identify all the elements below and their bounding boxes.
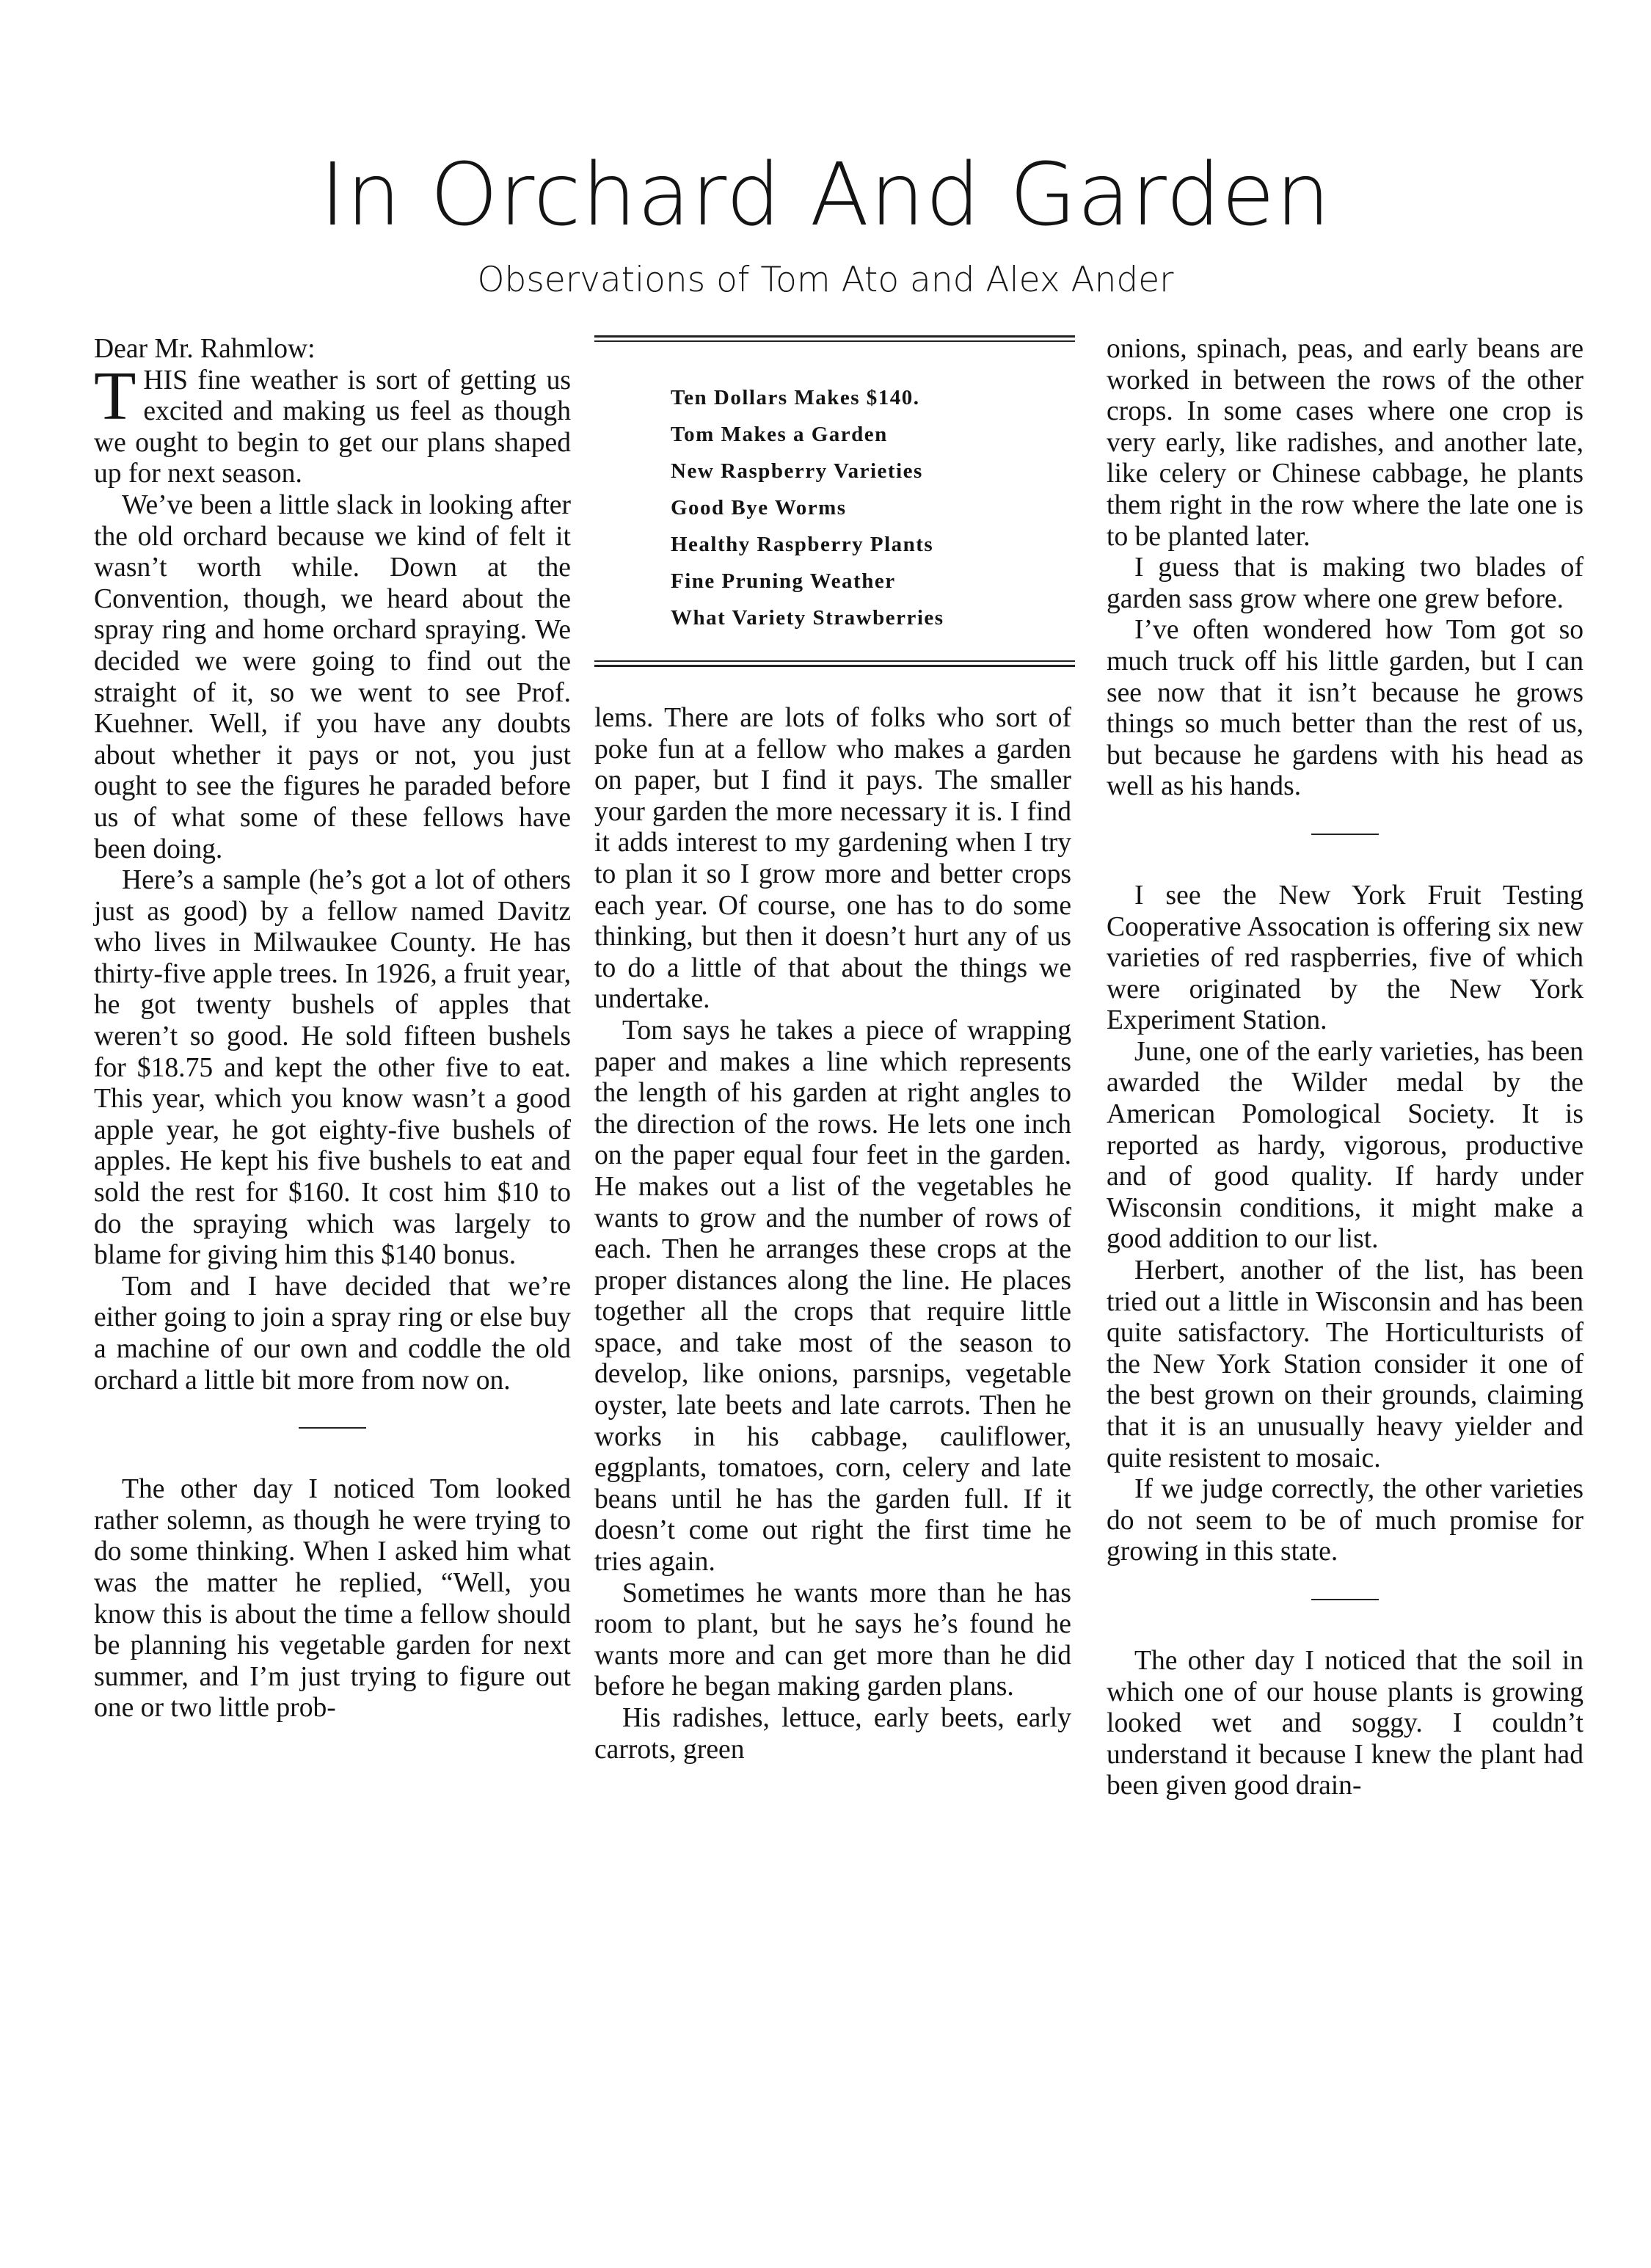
page-title: In Orchard And Garden [319,144,1332,245]
paragraph: Here’s a sample (he’s got a lot of others just as good) by a fellow named Davitz who lives in Milwaukee County. He has thirty-five apple trees. In 1926, a fruit year, he got twenty bushels of apples that weren’t so good. He sold fifteen bushels for $18.75 and kept the other five to eat. This year, which you know wasn’t a good apple year, he got eighty-five bushels of apples. He kept his five bushels to eat and sold the rest for $160. It cost him $10 to do the spraying which was largely to blame for giving him this $140 bonus. [94,865,571,1271]
paragraph: Tom says he takes a piece of wrapping paper and makes a line which represents the length of his garden at right angles to the direction of the rows. He lets one inch on the paper equal four feet in the garden. He makes out a list of the vegetables he wants to grow and the number of rows of each. Then he arranges these crops at the proper distances along the line. He places together all the crops that require little space, and take most of the season to develop, like onions, parsnips, vegetable oyster, late beets and late carrots. Then he works in his cabbage, cauliflower, eggplants, tomatoes, corn, celery and late beans until he has the garden full. If it doesn’t come out right the first time he tries again. [594,1015,1071,1578]
drop-cap: T [94,357,136,434]
paragraph: We’ve been a little slack in looking after the old orchard because we kind of felt it wasn’t worth while. Down at the Convention, though, we heard about the spray ring and home orchard spraying. We decided we were going to find out the straight of it, so we went to see Prof. Kuehner. Well, if you have any doubts about whether it pays or not, you just ought to see the figures he paraded before us of what some of these fellows have been doing. [94,489,571,864]
paragraph: I guess that is making two blades of garden sass grow where one grew before. [1107,553,1583,614]
double-rule-bottom [594,660,1075,667]
paragraph: I see the New York Fruit Testing Cooperative Assocation is offering six new varieties of red raspberries, five of which were originated by the New York Experiment Station. [1107,880,1583,1036]
paragraph: Tom and I have decided that we’re either going to join a spray ring or else buy a machine of our own and coddle the old orchard a little bit more from now on. [94,1271,571,1396]
section-divider [299,1427,366,1429]
contents-box [594,334,1075,671]
contents-item: What Variety Strawberries [671,606,944,630]
paragraph: I’ve often wondered how Tom got so much truck off his little garden, but I can see now that it isn’t because he grows things so much better than the rest of us, but because he gardens with his head as well as his hands. [1107,615,1583,802]
paragraph: onions, spinach, peas, and early beans are worked in between the rows of the other crops. In some cases where one crop is very early, like radishes, and another late, like celery or Chinese cabbage, he plants them right in the row where the late one is to be planted later. [1107,334,1583,552]
contents-item: Fine Pruning Weather [671,569,896,593]
paragraph: Sometimes he wants more than he has room to plant, but he says he’s found he wants more and can get more than he did before he began making garden plans. [594,1578,1071,1702]
double-rule-top [594,335,1075,342]
page-subtitle: Observations of Tom Ato and Alex Ander [477,260,1174,300]
paragraph: The other day I noticed that the soil in which one of our house plants is growing looked wet and soggy. I couldn’t understand it because I knew the plant had been given good drain- [1107,1645,1583,1801]
salutation: Dear Mr. Rahmlow: [94,334,316,364]
paragraph: June, one of the early varieties, has been awarded the Wilder medal by the American Pomological Society. It is reported as hardy, vigorous, productive and of good quality. If hardy under Wisconsin conditions, it might make a good addition to our list. [1107,1036,1583,1255]
paragraph-text: HIS fine weather is sort of getting us excited and making us feel as though we ought to begin to get our plans shaped up for next season. [94,365,571,489]
article-column-1 [94,334,571,1724]
article-column-3 [1107,334,1583,1802]
section-divider [1311,1599,1379,1600]
paragraph-opening [94,357,571,490]
contents-item: Good Bye Worms [671,496,847,519]
paragraph: If we judge correctly, the other varieties do not seem to be of much promise for growing in this state. [1107,1474,1583,1567]
contents-list [671,379,944,636]
section-divider [1311,834,1379,835]
paragraph: His radishes, lettuce, early beets, early carrots, green [594,1703,1071,1765]
paragraph: Herbert, another of the list, has been tried out a little in Wisconsin and has been quite satisfactory. The Horticulturists of the New York Station consider it one of the best grown on their grounds, claiming that it is an unusually heavy yielder and quite resistent to mosaic. [1107,1255,1583,1473]
contents-item: New Raspberry Varieties [671,459,923,483]
paragraph: lems. There are lots of folks who sort of poke fun at a fellow who makes a garden on paper, but I find it pays. The smaller your garden the more necessary it is. I find it adds interest to my gardening when I try to plan it so I grow more and better crops each year. Of course, one has to do some thinking, but then it doesn’t hurt any of us to do a little of that about the things we undertake. [594,703,1071,1015]
contents-item: Tom Makes a Garden [671,423,888,446]
paragraph: The other day I noticed Tom looked rather solemn, as though he were trying to do some thinking. When I asked him what was the matter he replied, “Well, you know this is about the time a fellow should be planning his vegetable garden for next summer, and I’m just trying to figure out one or two little prob- [94,1474,571,1724]
article-column-2 [594,703,1071,1765]
contents-item: Healthy Raspberry Plants [671,533,934,556]
contents-item: Ten Dollars Makes $140. [671,386,920,409]
